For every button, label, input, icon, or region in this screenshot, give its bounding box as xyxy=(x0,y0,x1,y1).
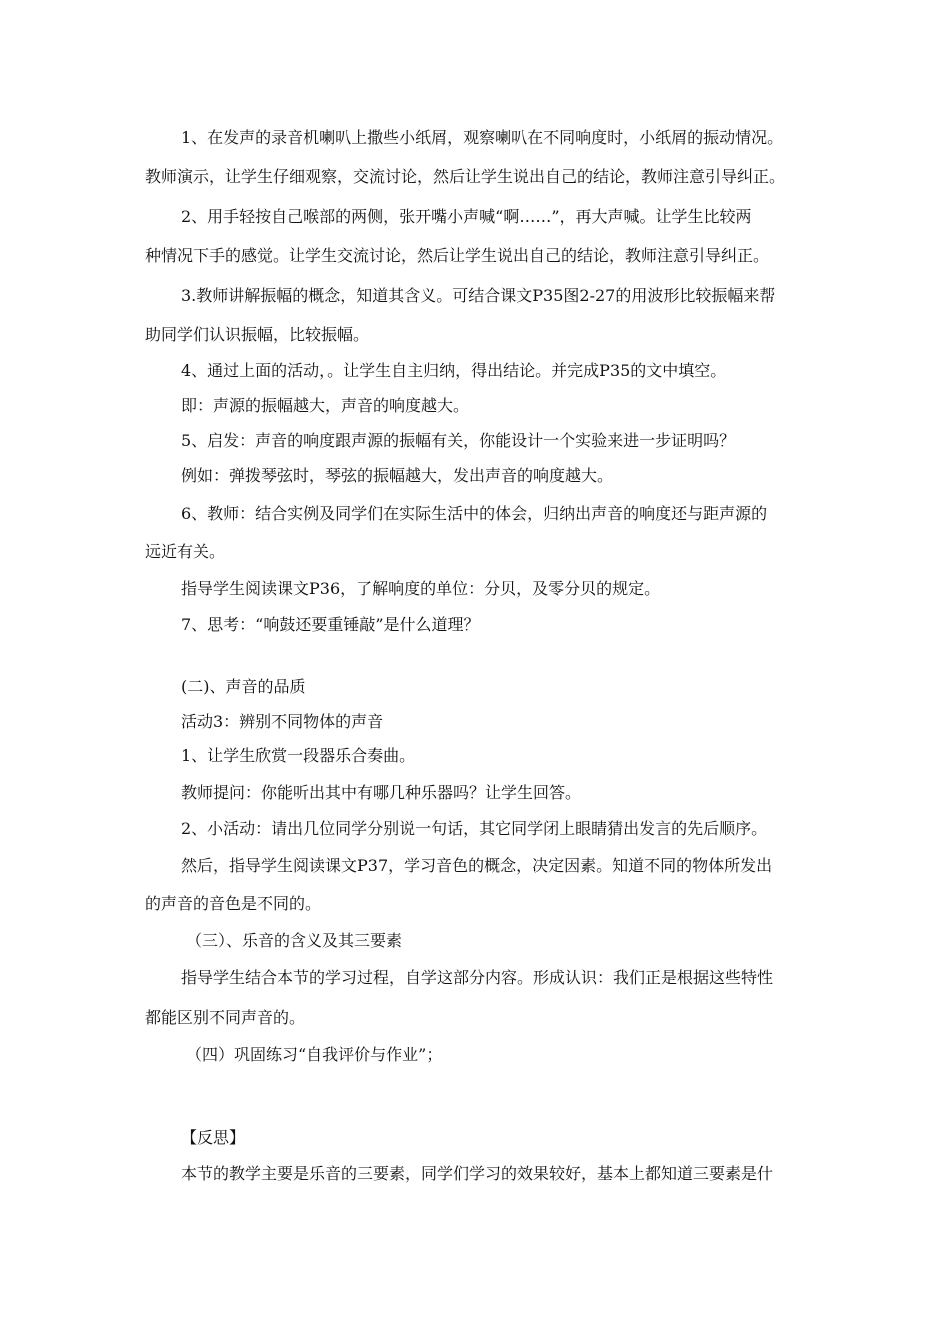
paragraph-line: 指导学生阅读课文P36，了解响度的单位：分贝，及零分贝的规定。 xyxy=(181,579,661,598)
paragraph-line: 的声音的音色是不同的。 xyxy=(145,894,322,913)
paragraph-line: 种情况下手的感觉。让学生交流讨论，然后让学生说出自己的结论，教师注意引导纠正。 xyxy=(145,246,770,265)
paragraph-line: 都能区别不同声音的。 xyxy=(145,1008,306,1027)
paragraph-line: 例如：弹拨琴弦时，琴弦的振幅越大，发出声音的响度越大。 xyxy=(181,466,614,485)
paragraph-line: 指导学生结合本节的学习过程，自学这部分内容。形成认识：我们正是根据这些特性 xyxy=(181,968,774,987)
paragraph-line: 1、在发声的录音机喇叭上撒些小纸屑，观察喇叭在不同响度时，小纸屑的振动情况。 xyxy=(181,128,784,147)
paragraph-line: 3.教师讲解振幅的概念，知道其含义。可结合课文P35图2-27的用波形比较振幅来帮 xyxy=(181,286,776,305)
paragraph-line: 本节的教学主要是乐音的三要素，同学们学习的效果较好，基本上都知道三要素是什 xyxy=(181,1164,774,1183)
paragraph-line: 2、用手轻按自己喉部的两侧，张开嘴小声喊“啊……”，再大声喊。让学生比较两 xyxy=(181,207,752,226)
paragraph-line: 教师演示，让学生仔细观察，交流讨论，然后让学生说出自己的结论，教师注意引导纠正。 xyxy=(145,167,786,186)
section-heading: （三）、乐音的含义及其三要素 xyxy=(186,931,403,950)
section-heading: (二)、声音的品质 xyxy=(181,677,306,696)
paragraph-line: 2、小活动：请出几位同学分别说一句话，其它同学闭上眼睛猜出发言的先后顺序。 xyxy=(181,819,768,838)
section-heading: （四）巩固练习“自我评价与作业”； xyxy=(186,1045,443,1064)
paragraph-line: 教师提问：你能听出其中有哪几种乐器吗？让学生回答。 xyxy=(181,783,582,802)
paragraph-line: 7、思考：“响鼓还要重锤敲”是什么道理？ xyxy=(181,615,480,634)
paragraph-line: 即：声源的振幅越大，声音的响度越大。 xyxy=(181,396,470,415)
paragraph-line: 助同学们认识振幅，比较振幅。 xyxy=(145,325,370,344)
paragraph-line: 然后，指导学生阅读课文P37，学习音色的概念，决定因素。知道不同的物体所发出 xyxy=(181,856,773,875)
reflection-heading: 【反思】 xyxy=(181,1128,246,1147)
paragraph-line: 4、通过上面的活动，。让学生自主归纳，得出结论。并完成P35的文中填空。 xyxy=(181,361,727,380)
paragraph-line: 6、教师：结合实例及同学们在实际生活中的体会，归纳出声音的响度还与距声源的 xyxy=(181,504,768,523)
paragraph-line: 活动3：辨别不同物体的声音 xyxy=(181,712,384,731)
paragraph-line: 1、让学生欣赏一段器乐合奏曲。 xyxy=(181,746,416,765)
paragraph-line: 远近有关。 xyxy=(145,542,226,561)
paragraph-line: 5、启发：声音的响度跟声源的振幅有关，你能设计一个实验来进一步证明吗？ xyxy=(181,431,736,450)
